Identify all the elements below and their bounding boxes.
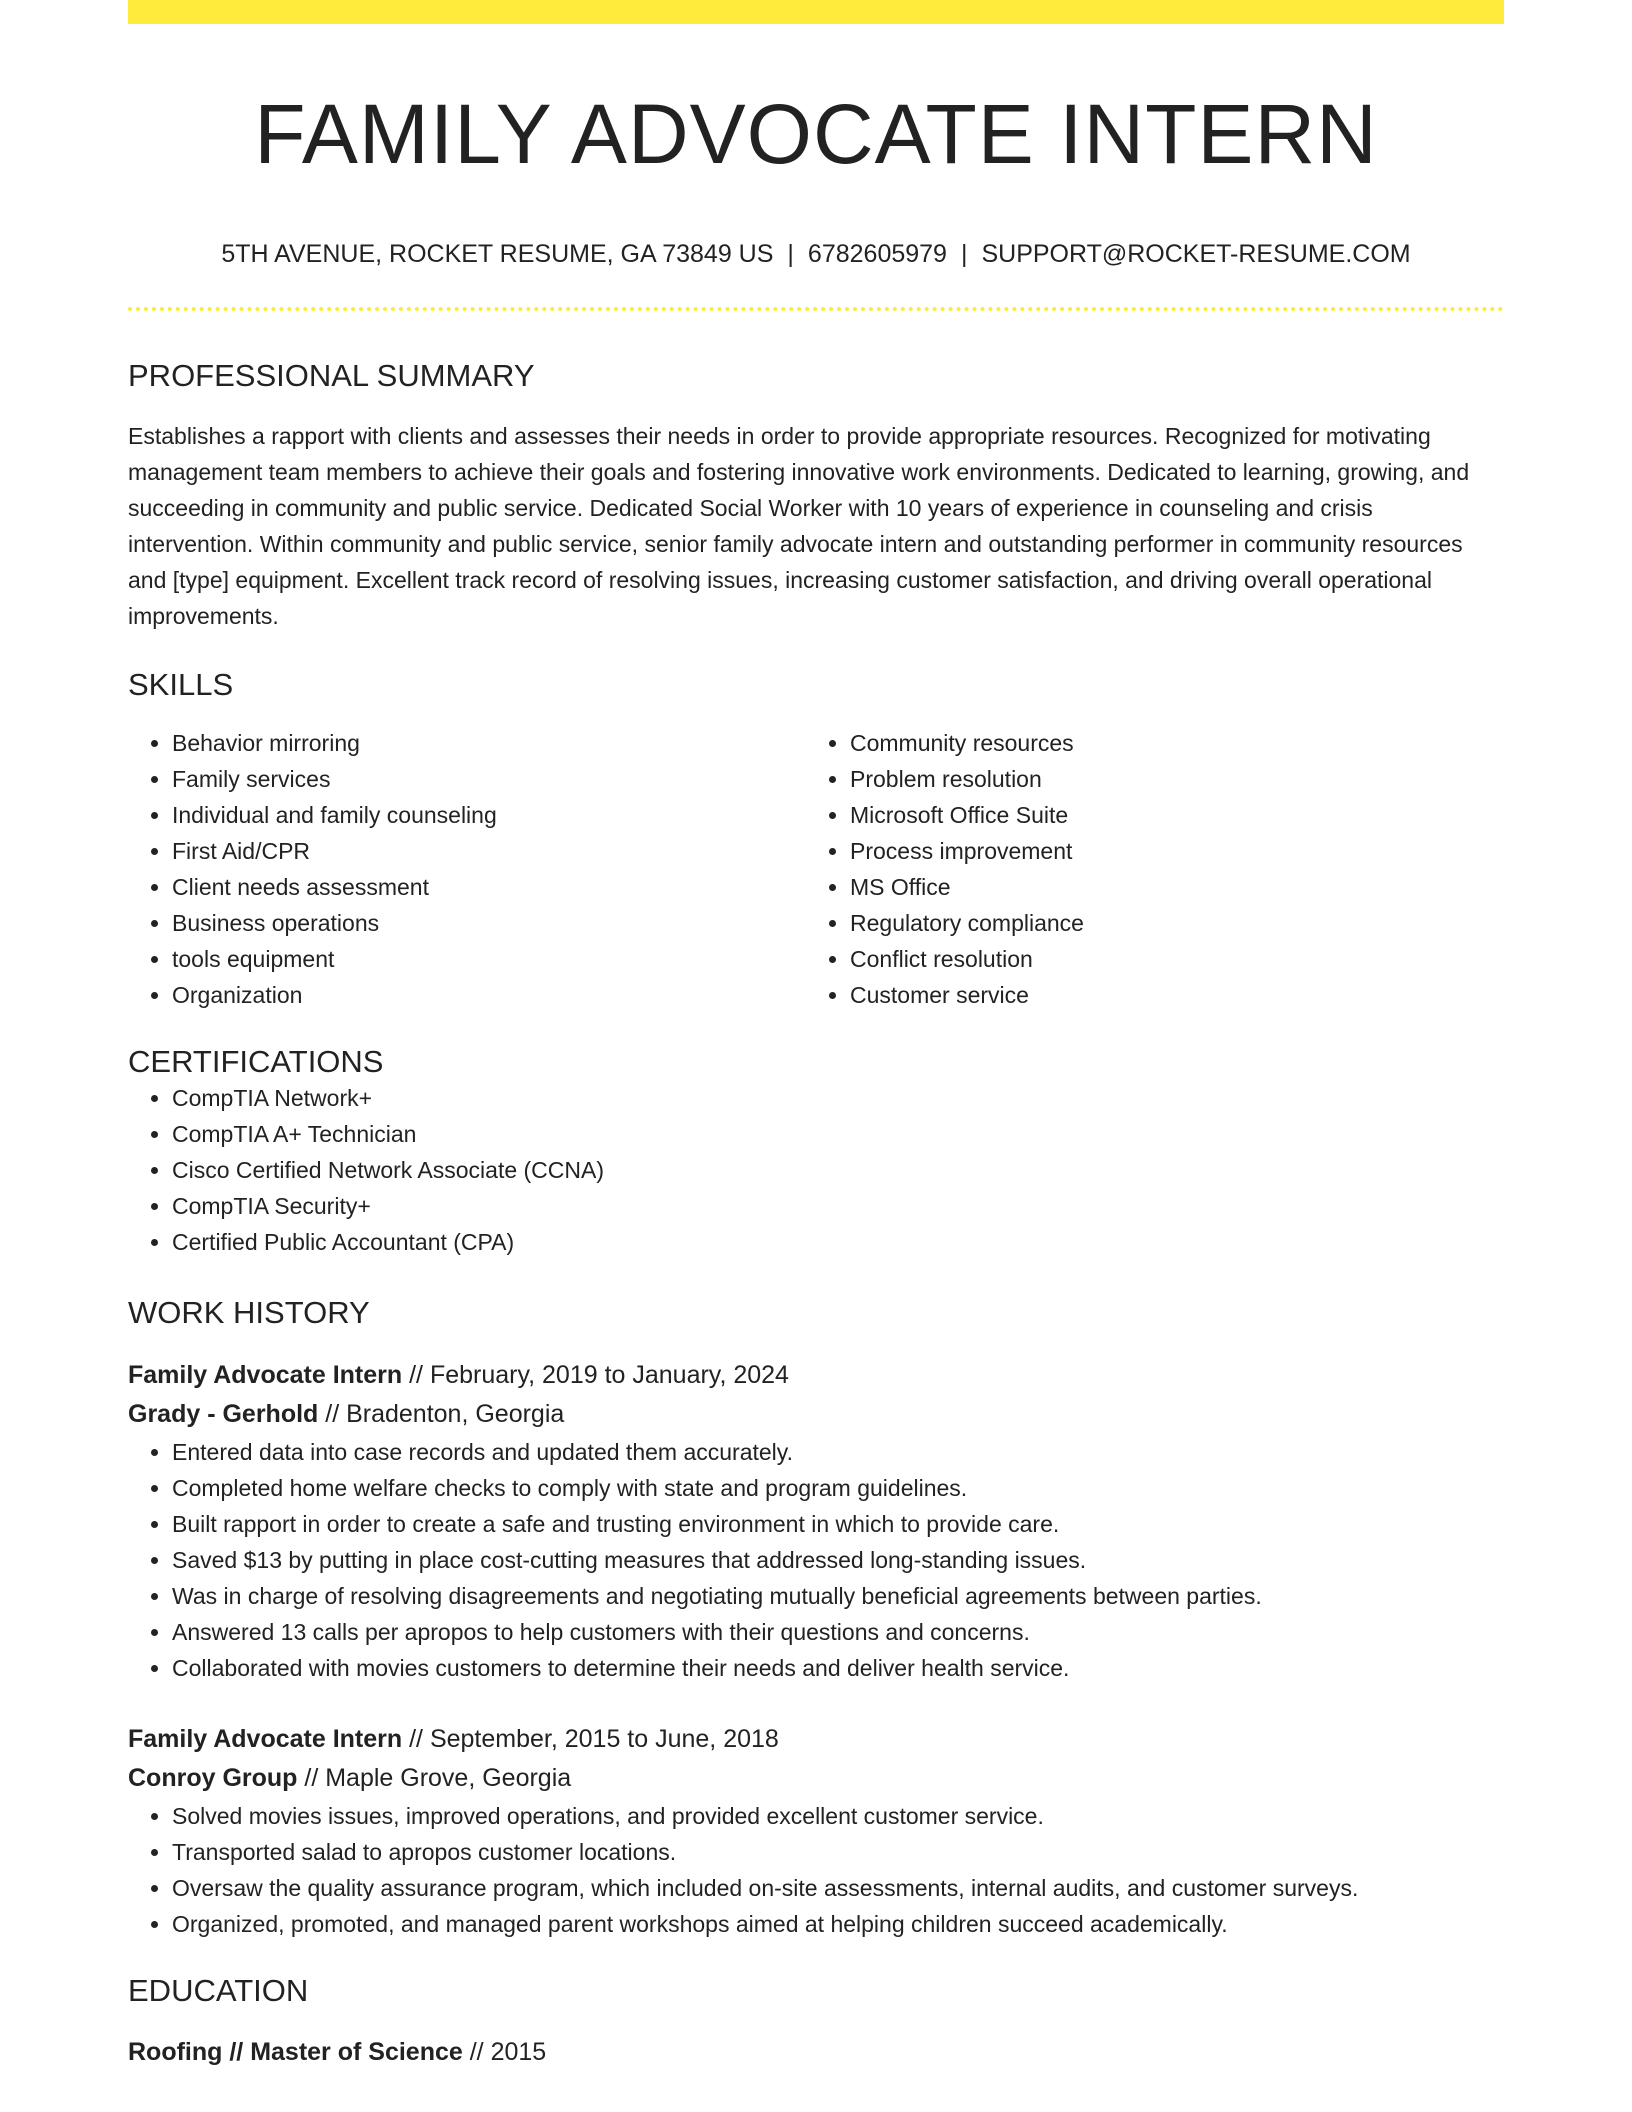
certifications-list — [128, 1080, 1504, 1260]
skill-item: • Regulatory compliance — [850, 905, 1484, 941]
job-entry — [128, 1720, 1504, 1942]
job-duty-item: • Organized, promoted, and managed parent workshops aimed at helping children succeed academically. — [172, 1906, 1504, 1942]
certification-item: • Cisco Certified Network Associate (CCNA) — [172, 1152, 1504, 1188]
job-duty-item: • Saved $13 by putting in place cost-cutting measures that addressed long-standing issues. — [172, 1542, 1504, 1578]
job-role-line — [128, 1356, 1504, 1395]
education-year: // 2015 — [462, 2037, 547, 2066]
skill-item: • Conflict resolution — [850, 941, 1484, 977]
education-degree: Roofing // Master of Science — [128, 2037, 463, 2066]
contact-email[interactable]: SUPPORT@ROCKET-RESUME.COM — [981, 239, 1411, 268]
job-company: Grady - Gerhold — [128, 1399, 319, 1428]
job-duties-list — [128, 1798, 1504, 1942]
skill-item: • Process improvement — [850, 833, 1484, 869]
job-duty-item: • Solved movies issues, improved operations, and provided excellent customer service. — [172, 1798, 1504, 1834]
education-entry — [128, 2033, 1504, 2072]
contact-separator: | — [960, 239, 968, 268]
job-company-line — [128, 1759, 1504, 1798]
job-dates: // September, 2015 to June, 2018 — [402, 1724, 779, 1753]
work-history-heading: WORK HISTORY — [128, 1295, 370, 1331]
contact-address: 5TH AVENUE, ROCKET RESUME, GA 73849 US — [221, 239, 774, 268]
job-dates: // February, 2019 to January, 2024 — [402, 1360, 789, 1389]
job-location: // Maple Grove, Georgia — [297, 1763, 572, 1792]
skills-column-left — [128, 725, 806, 1013]
job-location: // Bradenton, Georgia — [318, 1399, 565, 1428]
job-role-line — [128, 1720, 1504, 1759]
accent-top-bar — [128, 0, 1504, 24]
job-company: Conroy Group — [128, 1763, 298, 1792]
skills-list-left — [128, 725, 806, 1013]
contact-phone[interactable]: 6782605979 — [807, 239, 947, 268]
job-duty-item: • Entered data into case records and updated them accurately. — [172, 1434, 1504, 1470]
job-role: Family Advocate Intern — [128, 1360, 403, 1389]
skill-item: • Community resources — [850, 725, 1484, 761]
summary-heading: PROFESSIONAL SUMMARY — [128, 357, 535, 393]
certifications-heading: CERTIFICATIONS — [128, 1044, 384, 1080]
skills-column-right — [806, 725, 1484, 1013]
resume-page — [128, 0, 1504, 2072]
contact-separator: | — [787, 239, 794, 268]
job-entry — [128, 1356, 1504, 1686]
skill-item: • Customer service — [850, 977, 1484, 1013]
job-company-line — [128, 1395, 1504, 1434]
skill-item: • Individual and family counseling — [172, 797, 806, 833]
skill-item: • First Aid/CPR — [172, 833, 806, 869]
skill-item: • Problem resolution — [850, 761, 1484, 797]
job-duty-item: • Built rapport in order to create a safe and trusting environment in which to provide care. — [172, 1506, 1504, 1542]
certification-item: • Certified Public Accountant (CPA) — [172, 1224, 1504, 1260]
skill-item: • MS Office — [850, 869, 1484, 905]
skill-item: • Family services — [172, 761, 806, 797]
certification-item: • CompTIA Network+ — [172, 1080, 1504, 1116]
skills-heading: SKILLS — [128, 666, 234, 702]
certification-item: • CompTIA Security+ — [172, 1188, 1504, 1224]
skill-item: • tools equipment — [172, 941, 806, 977]
job-role: Family Advocate Intern — [128, 1724, 403, 1753]
job-duties-list — [128, 1434, 1504, 1686]
skills-list-right — [806, 725, 1484, 1013]
job-duty-item: • Answered 13 calls per apropos to help customers with their questions and concerns. — [172, 1614, 1504, 1650]
skills-grid — [128, 725, 1504, 1013]
summary-text: Establishes a rapport with clients and assesses their needs in order to provide appropriate resources. Recognized for motivating management team members to achieve their goals and fostering innovative work environments. Dedicated to learning, growing, and succeeding in community and public service. Dedicated Social Worker with 10 years of experience in counseling and crisis intervention. Within community and public service, senior family advocate intern and outstanding performer in community resources and [type] equipment. Excellent track record of resolving issues, increasing customer satisfaction, and driving overall operational improvements. — [128, 422, 1470, 629]
certification-item: • CompTIA A+ Technician — [172, 1116, 1504, 1152]
skill-item: • Microsoft Office Suite — [850, 797, 1484, 833]
job-duty-item: • Collaborated with movies customers to determine their needs and deliver health service. — [172, 1650, 1504, 1686]
skill-item: • Client needs assessment — [172, 869, 806, 905]
resume-name: FAMILY ADVOCATE INTERN — [254, 87, 1378, 181]
education-heading: EDUCATION — [128, 1972, 309, 2008]
skill-item: • Behavior mirroring — [172, 725, 806, 761]
contact-line — [128, 239, 1504, 269]
job-duty-item: • Transported salad to apropos customer locations. — [172, 1834, 1504, 1870]
job-duty-item: • Was in charge of resolving disagreements and negotiating mutually beneficial agreements between parties. — [172, 1578, 1504, 1614]
dotted-divider — [128, 307, 1504, 311]
job-duty-item: • Oversaw the quality assurance program, which included on-site assessments, internal audits, and customer surveys. — [172, 1870, 1504, 1906]
skill-item: • Business operations — [172, 905, 806, 941]
skill-item: • Organization — [172, 977, 806, 1013]
job-duty-item: • Completed home welfare checks to comply with state and program guidelines. — [172, 1470, 1504, 1506]
